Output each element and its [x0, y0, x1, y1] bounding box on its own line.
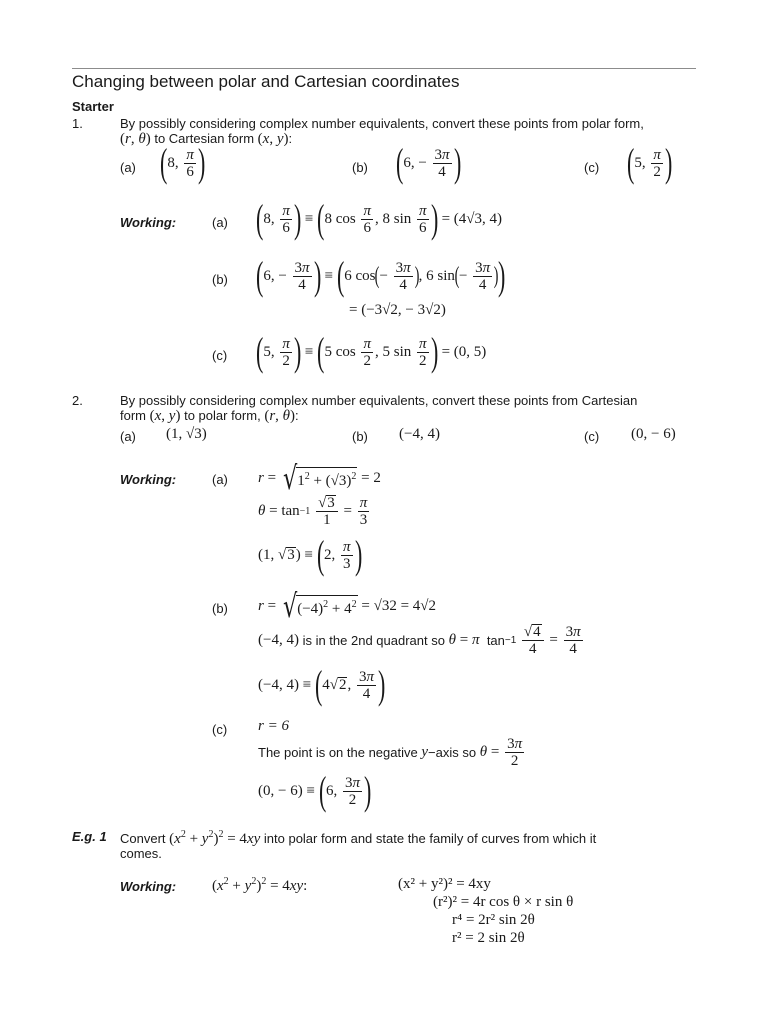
q2-working-b-line1: r = √ $(-4)^2 + 4^2$ = √32 = 4√2 [258, 587, 437, 625]
page-title: Changing between polar and Cartesian coordinates [72, 72, 460, 91]
starter-heading: Starter [72, 99, 114, 114]
q1-working-b-line1: ( 6, − $\frac{3\pi}{4}$ ) ≡ ( 6 cos ( − $\frac{3\pi}{4}$ ) , 6 sin ( − $\frac{3\pi}{4}$ ) ) [255, 253, 506, 298]
eg1-working-lhs: $(x^2 + y^2)^2 = 4xy$: [212, 876, 308, 894]
q1-tag-c: (c) [584, 160, 600, 175]
q1-point-a: ( 8, $\frac{\pi}{6}$ ) [159, 140, 206, 185]
q2-working-tag-c: (c) [212, 722, 228, 737]
q2-working-label: Working: [120, 472, 177, 487]
q1-working-a: ( 8, $\frac{\pi}{6}$ ) ≡ ( 8 cos $\frac{\pi}{6}$ , 8 sin $\frac{\pi}{6}$ ) = (4√3, 4) [255, 196, 503, 241]
eg1-text-line1: Convert $(x^2 + y^2)^2 = 4xy$ into polar form and state the family of curves from which it [120, 829, 597, 847]
q1-tag-b: (b) [352, 160, 368, 175]
q2-working-c-line3: (0, − 6) ≡ ( 6, $\frac{3\pi}{2}$ ) [258, 768, 372, 813]
q2-text-line2: form (x, y) to polar form, (r, θ): [120, 408, 299, 424]
q2-working-a-line2: θ = tan −1 $\frac{√3}{1}$ = $\frac{\pi}{3}$ [258, 495, 368, 528]
eg1-step-2: (r²)² = 4r cos θ × r sin θ [433, 894, 574, 910]
q2-point-c: (0, − 6) [631, 426, 676, 442]
q2-working-b-line2: (−4, 4) is in the 2nd quadrant so θ = π tan −1 $\frac{√4}{4}$ = $\frac{3\pi}{4}$ [258, 624, 581, 657]
q2-working-b-line3: (−4, 4) ≡ ( 4√ 2 , $\frac{3\pi}{4}$ ) [258, 662, 386, 707]
eg1-label: E.g. 1 [72, 829, 107, 844]
q1-working-label: Working: [120, 215, 177, 230]
q2-point-a: (1, √3) [166, 426, 207, 442]
q1-text-line2: (r, θ) to Cartesian form (x, y): [120, 131, 293, 147]
q1-working-tag-c: (c) [212, 348, 228, 363]
q2-working-tag-b: (b) [212, 601, 228, 616]
q1-tag-a: (a) [120, 160, 136, 175]
q1-point-c: ( 5, $\frac{\pi}{2}$ ) [626, 140, 673, 185]
eg1-text-line2: comes. [120, 846, 162, 861]
q2-working-a-line1: r = √ $1^2 + (√3)^2$ = 2 [258, 459, 381, 497]
q2-number: 2. [72, 393, 83, 408]
q1-working-tag-a: (a) [212, 215, 228, 230]
q1-working-tag-b: (b) [212, 272, 228, 287]
q1-point-b: ( 6, − $\frac{3\pi}{4}$ ) [395, 140, 461, 185]
eg1-step-3: r⁴ = 2r² sin 2θ [452, 912, 535, 928]
q2-tag-a: (a) [120, 429, 136, 444]
eg1-working-label: Working: [120, 879, 177, 894]
q2-text-line1: By possibly considering complex number equivalents, convert these points from Cartesian [120, 393, 638, 408]
q2-working-c-line1: r = 6 [258, 718, 289, 734]
q2-tag-c: (c) [584, 429, 600, 444]
q2-working-a-line3: (1, √ 3 ) ≡ ( 2, $\frac{\pi}{3}$ ) [258, 532, 362, 577]
q2-working-c-line2: The point is on the negative y −axis so θ = $\frac{3\pi}{2}$ [258, 736, 523, 769]
q2-point-b: (−4, 4) [399, 426, 440, 442]
header-rule [72, 68, 696, 69]
q1-working-b-line2: = (−3√2, − 3√2) [349, 302, 446, 318]
eg1-step-4: r² = 2 sin 2θ [452, 930, 525, 946]
q1-number: 1. [72, 116, 83, 131]
q1-working-c: ( 5, $\frac{\pi}{2}$ ) ≡ ( 5 cos $\frac{\pi}{2}$ , 5 sin $\frac{\pi}{2}$ ) = (0, 5) [255, 329, 487, 374]
q1-text-line1: By possibly considering complex number equivalents, convert these points from polar form, [120, 116, 644, 131]
q2-tag-b: (b) [352, 429, 368, 444]
q2-working-tag-a: (a) [212, 472, 228, 487]
eg1-step-1: (x² + y²)² = 4xy [398, 876, 491, 892]
